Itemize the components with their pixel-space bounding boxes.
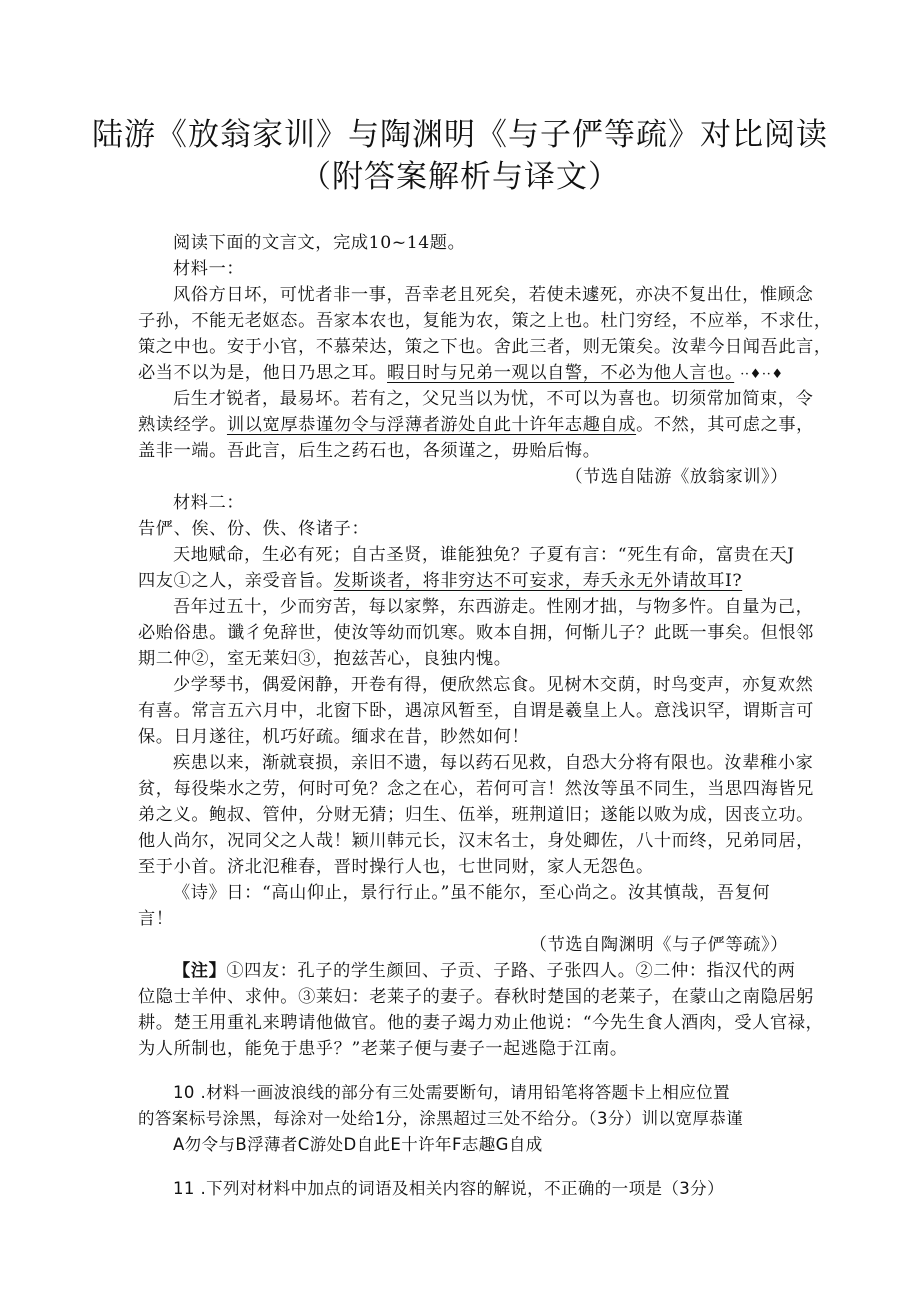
question-10-options: A勿令与B浮薄者C游处D自此E十许年F志趣G自成 — [173, 1135, 543, 1154]
underlined-sentence: 暇日时与兄弟一观以自警，不必为他人言也。 — [387, 363, 735, 383]
text-line: 他人尚尔，况同父之人哉！颖川韩元长，汉末名士，身处卿佐，八十而终，兄弟同居， — [138, 831, 814, 851]
text-segment: 必当不以为是，他日乃思之耳。 — [138, 363, 388, 383]
wavy-underlined-sentence: 训以宽厚恭谨勿令与浮薄者游处自此十许年志趣自成 — [226, 415, 637, 435]
text-line: 风俗方日坏，可忧者非一事，吾幸老且死矣，若使未遽死，亦决不复出仕，惟顾念 — [173, 285, 814, 305]
text-line: 盖非一端。吾此言，后生之药石也，各须谨之，毋贻后悔。 — [138, 441, 601, 461]
text-line: 后生才锐者，最易坏。若有之，父兄当以为忧，不可以为喜也。切须常加简束，令 — [173, 389, 814, 409]
text-line: 有喜。常言五六月中，北窗下卧，遇凉风暂至，自谓是羲皇上人。意浅识罕，谓斯言可 — [138, 701, 814, 721]
text-line: 期二仲②，室无莱妇③，抱兹苦心，良独内愧。 — [138, 649, 512, 669]
text-line — [138, 412, 814, 438]
text-segment: 。不然，其可虑之事， — [636, 415, 814, 435]
dot-marks: ··♦··♦ — [740, 367, 784, 382]
material-one-label: 材料一： — [173, 259, 245, 279]
text-line: 少学琴书，偶爱闲静，开卷有得，便欣然忘食。见树木交荫，时鸟变声，亦复欢然 — [173, 675, 814, 695]
text-line: 保。日月遂往，机巧好疏。缅求在昔，眇然如何！ — [138, 727, 530, 747]
underlined-sentence: 发斯谈者，将非穷达不可妄求，寿夭永无外请故耳I? — [333, 571, 743, 591]
question-11: 11 .下列对材料中加点的词语及相关内容的解说，不正确的一项是（3分） — [173, 1179, 724, 1198]
text-line: 必贻俗患。谶彳免辞世，使汝等幼而饥寒。败本自拥，何惭儿子？此既一事矣。但恨邻 — [138, 623, 814, 643]
material-two-source: （节选自陶渊明《与子俨等疏》） — [529, 935, 788, 955]
text-segment: ①四友：孔子的学生颜回、子贡、子路、子张四人。②二仲：指汉代的两 — [226, 961, 796, 981]
text-line: 《诗》日：“高山仰止，景行行止。”虽不能尔，至心尚之。汝其慎哉，吾复何 — [173, 883, 771, 903]
addressee-line: 告俨、俟、份、佚、佟诸子： — [138, 519, 370, 539]
text-line: 吾年过五十，少而穷苦，每以家弊，东西游走。性刚才拙，与物多忤。自量为己， — [173, 597, 814, 617]
material-one-source: （节选自陆游《放翁家训》） — [565, 467, 788, 487]
question-10-line1: 10 .材料一画波浪线的部分有三处需要断句，请用铅笔将答题卡上相应位置 — [173, 1083, 730, 1102]
text-line: 策之中也。安于小官，不慕荣达，策之下也。舍此三者，则无策矣。汝辈今日闻吾此言， — [138, 337, 832, 357]
text-segment: 四友①之人，亲受音旨。 — [138, 571, 334, 591]
question-10-line2: 的答案标号涂黑，每涂对一处给1分，涂黑超过三处不给分。（3分）训以宽厚恭谨 — [138, 1109, 744, 1128]
material-two-label: 材料二： — [173, 493, 245, 513]
text-line: 贫，每役柴水之劳，何时可免？念之在心，若何可言！然汝等虽不同生，当思四海皆兄 — [138, 779, 814, 799]
text-line: 弟之义。鲍叔、管仲，分财无猜；归生、伍举，班荆道旧；遂能以败为成，因丧立功。 — [138, 805, 814, 825]
note-line — [173, 958, 796, 984]
page-title-line1: 陆游《放翁家训》与陶渊明《与子俨等疏》对比阅读 — [92, 117, 828, 153]
note-line: 位隐士羊仲、求仲。③莱妇：老莱子的妻子。春秋时楚国的老莱子，在蒙山之南隐居躬 — [138, 987, 814, 1007]
reading-instruction: 阅读下面的文言文，完成10~14题。 — [173, 233, 466, 253]
text-line — [138, 360, 788, 388]
text-line: 言！ — [138, 909, 174, 929]
text-line: 疾患以来，渐就衰损，亲旧不遗，每以药石见救，自恐大分将有限也。汝辈稚小家 — [173, 753, 814, 773]
text-segment: 熟读经学。 — [138, 415, 227, 435]
text-line — [138, 568, 788, 594]
note-line: 为人所制也，能免于患乎？”老莱子便与妻子一起逃隐于江南。 — [138, 1039, 628, 1059]
page-title-line2: （附答案解析与译文） — [300, 159, 620, 195]
text-line: 天地赋命，生必有死；自古圣贤，谁能独免？子夏有言：“死生有命，富贵在天J — [173, 545, 795, 565]
text-line: 子孙，不能无老妪态。吾家本农也，复能为农，策之上也。杜门穷经，不应举，不求仕， — [138, 311, 832, 331]
note-line: 耕。楚王用重礼来聘请他做官。他的妻子竭力劝止他说：“今先生食人酒肉，受人官禄， — [138, 1013, 824, 1033]
text-line: 至于小首。济北氾稚春，晋时操行人也，七世同财，家人无怨色。 — [138, 857, 654, 877]
note-tag: 【注】 — [173, 961, 227, 981]
